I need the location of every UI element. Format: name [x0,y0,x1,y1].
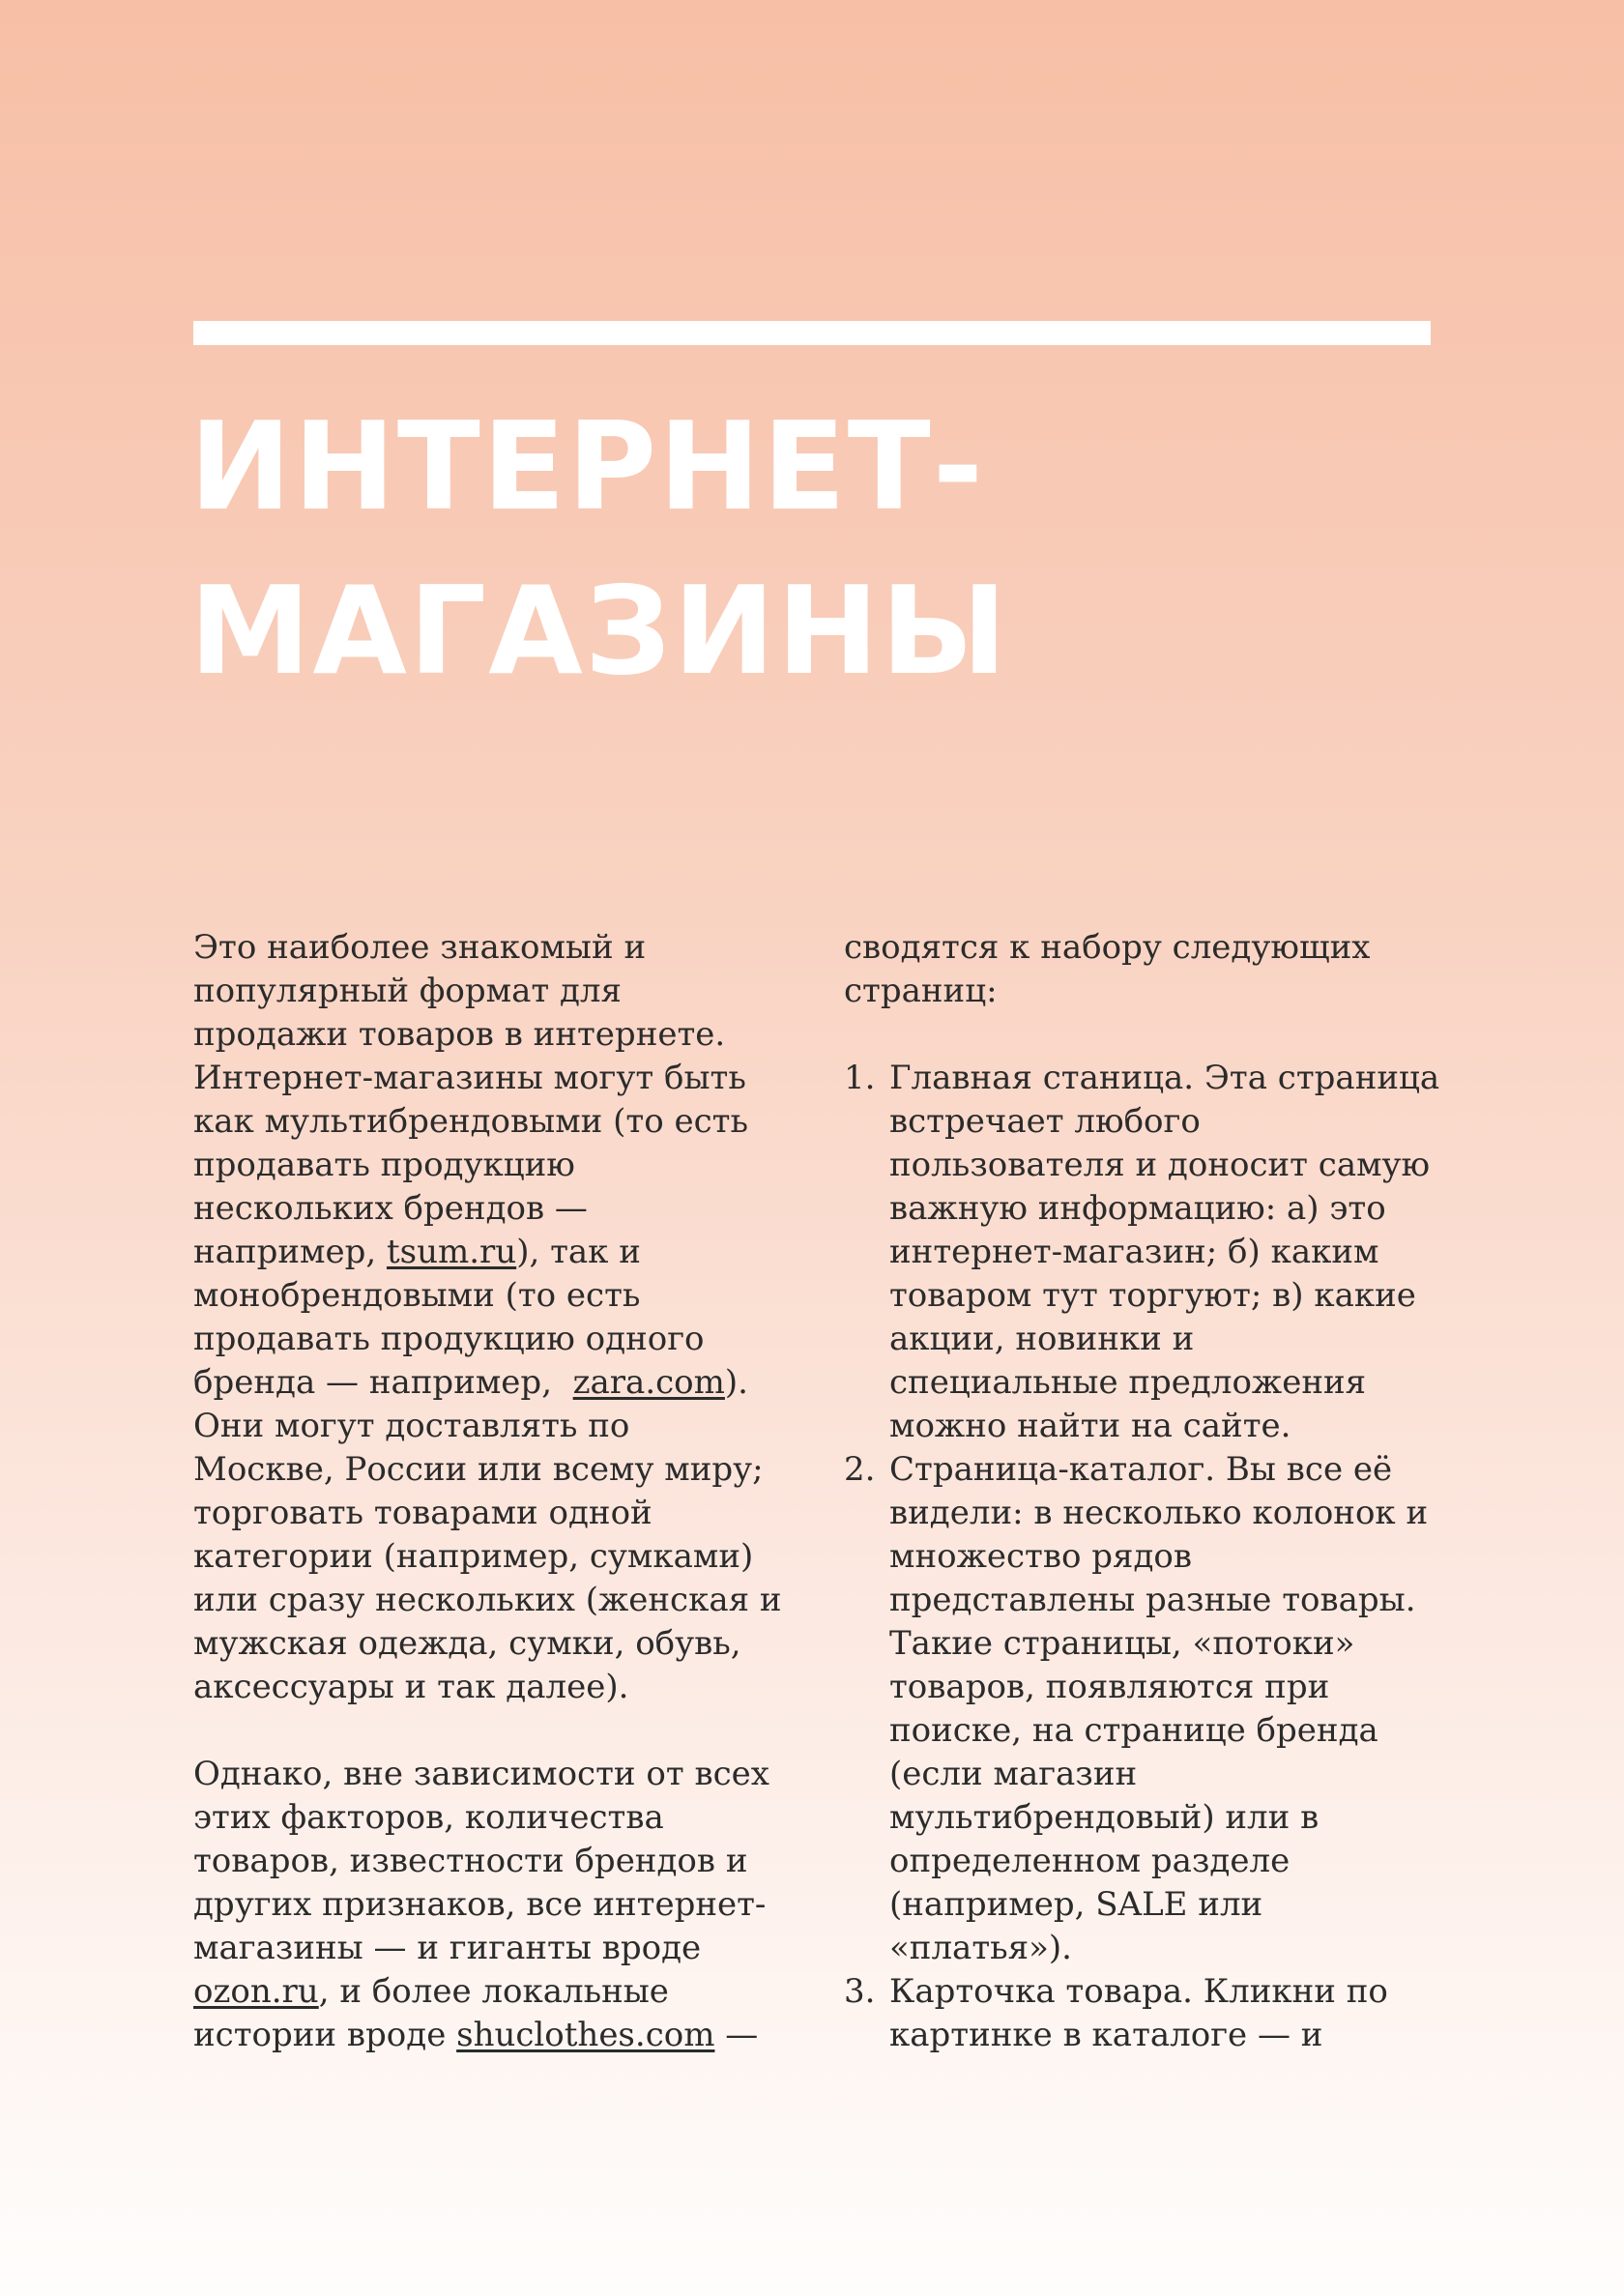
list-item-number: 1. [844,1059,876,1097]
list-item-line: картинке в каталоге — и [889,2016,1323,2054]
list-item-number: 2. [844,1450,876,1489]
text-line: Однако, вне зависимости от всех [193,1755,769,1793]
list-item-line: Главная станица. Эта страница [889,1059,1440,1097]
right-column [844,926,1443,2057]
text-line: страниц: [844,972,998,1010]
text-line: Интернет-магазины могут быть [193,1059,746,1097]
list-item-line: товаров, появляются при [889,1668,1330,1706]
link-ozon[interactable]: ozon.ru [193,1972,319,2011]
text-line: Это наиболее знакомый и [193,928,647,967]
list-item-line: мультибрендовый) или в [889,1798,1320,1837]
list-item-number: 3. [844,1972,876,2011]
text-line: монобрендовыми (то есть [193,1276,641,1315]
list-item-line: поиске, на странице бренда [889,1711,1378,1750]
text-line: этих факторов, количества [193,1798,664,1837]
text-fragment: истории вроде [193,2016,457,2054]
list-item-line: представлены разные товары. [889,1581,1416,1619]
text-line [193,1361,812,1405]
list-item-line: (например, SALE или [889,1885,1263,1924]
list-item-line: Карточка товара. Кликни по [889,1972,1388,2011]
pages-list [844,1057,1443,2057]
page-title-line-1: ИНТЕРНЕТ- [189,395,986,538]
text-line [193,1970,812,2014]
list-item-line: можно найти на сайте. [889,1407,1291,1445]
text-line: Москве, России или всему миру; [193,1450,764,1489]
list-item-line: важную информацию: а) это [889,1189,1386,1228]
text-fragment: , и более локальные [318,1972,669,2011]
page-title [189,385,1446,713]
text-fragment: — [714,2016,759,2054]
title-divider [193,321,1431,345]
list-item [844,1970,1443,2057]
text-line: сводятся к набору следующих [844,928,1371,967]
left-column [193,926,812,2057]
list-item-line: (если магазин [889,1755,1138,1793]
list-item-line: «платья»). [889,1929,1072,1967]
text-fragment: бренда — например, [193,1363,573,1402]
text-line: категории (например, сумками) [193,1537,754,1576]
list-item-line: множество рядов [889,1537,1193,1576]
text-line [193,1231,812,1274]
text-line [193,2014,812,2057]
list-item-line: Такие страницы, «потоки» [889,1624,1355,1663]
text-line: торговать товарами одной [193,1494,652,1532]
text-line: продавать продукцию одного [193,1320,705,1358]
list-item-line: пользователя и доносит самую [889,1146,1431,1184]
list-item-line: Страница-каталог. Вы все её [889,1450,1393,1489]
list-item-line: товаром тут торгуют; в) какие [889,1276,1416,1315]
link-tsum[interactable]: tsum.ru [386,1233,517,1271]
list-item-line: специальные предложения [889,1363,1367,1402]
list-item [844,1448,1443,1970]
text-line: товаров, известности брендов и [193,1842,748,1880]
text-line: Они могут доставлять по [193,1407,630,1445]
text-line: нескольких брендов — [193,1189,588,1228]
list-item-line: определенном разделе [889,1842,1290,1880]
text-line: популярный формат для [193,972,622,1010]
list-item-line: интернет-магазин; б) каким [889,1233,1379,1271]
text-line: продажи товаров в интернете. [193,1015,726,1054]
list-item [844,1057,1443,1448]
paragraph-intro [193,926,812,1709]
text-line: аксессуары и так далее). [193,1668,629,1706]
page-title-line-2: МАГАЗИНЫ [189,560,1009,702]
paragraph-pages-intro [844,926,1443,1013]
text-fragment: ). [724,1363,748,1402]
text-line: как мультибрендовыми (то есть [193,1102,748,1141]
text-fragment: например, [193,1233,387,1271]
text-line: продавать продукцию [193,1146,575,1184]
paragraph-however [193,1753,812,2057]
link-shuclothes[interactable]: shuclothes.com [456,2016,715,2054]
text-line: или сразу нескольких (женская и [193,1581,782,1619]
list-item-line: акции, новинки и [889,1320,1195,1358]
list-item-line: видели: в несколько колонок и [889,1494,1429,1532]
list-item-line: встречает любого [889,1102,1201,1141]
text-fragment: ), так и [516,1233,641,1271]
text-line: других признаков, все интернет- [193,1885,767,1924]
text-line: магазины — и гиганты вроде [193,1929,702,1967]
link-zara[interactable]: zara.com [572,1363,725,1402]
text-line: мужская одежда, сумки, обувь, [193,1624,741,1663]
